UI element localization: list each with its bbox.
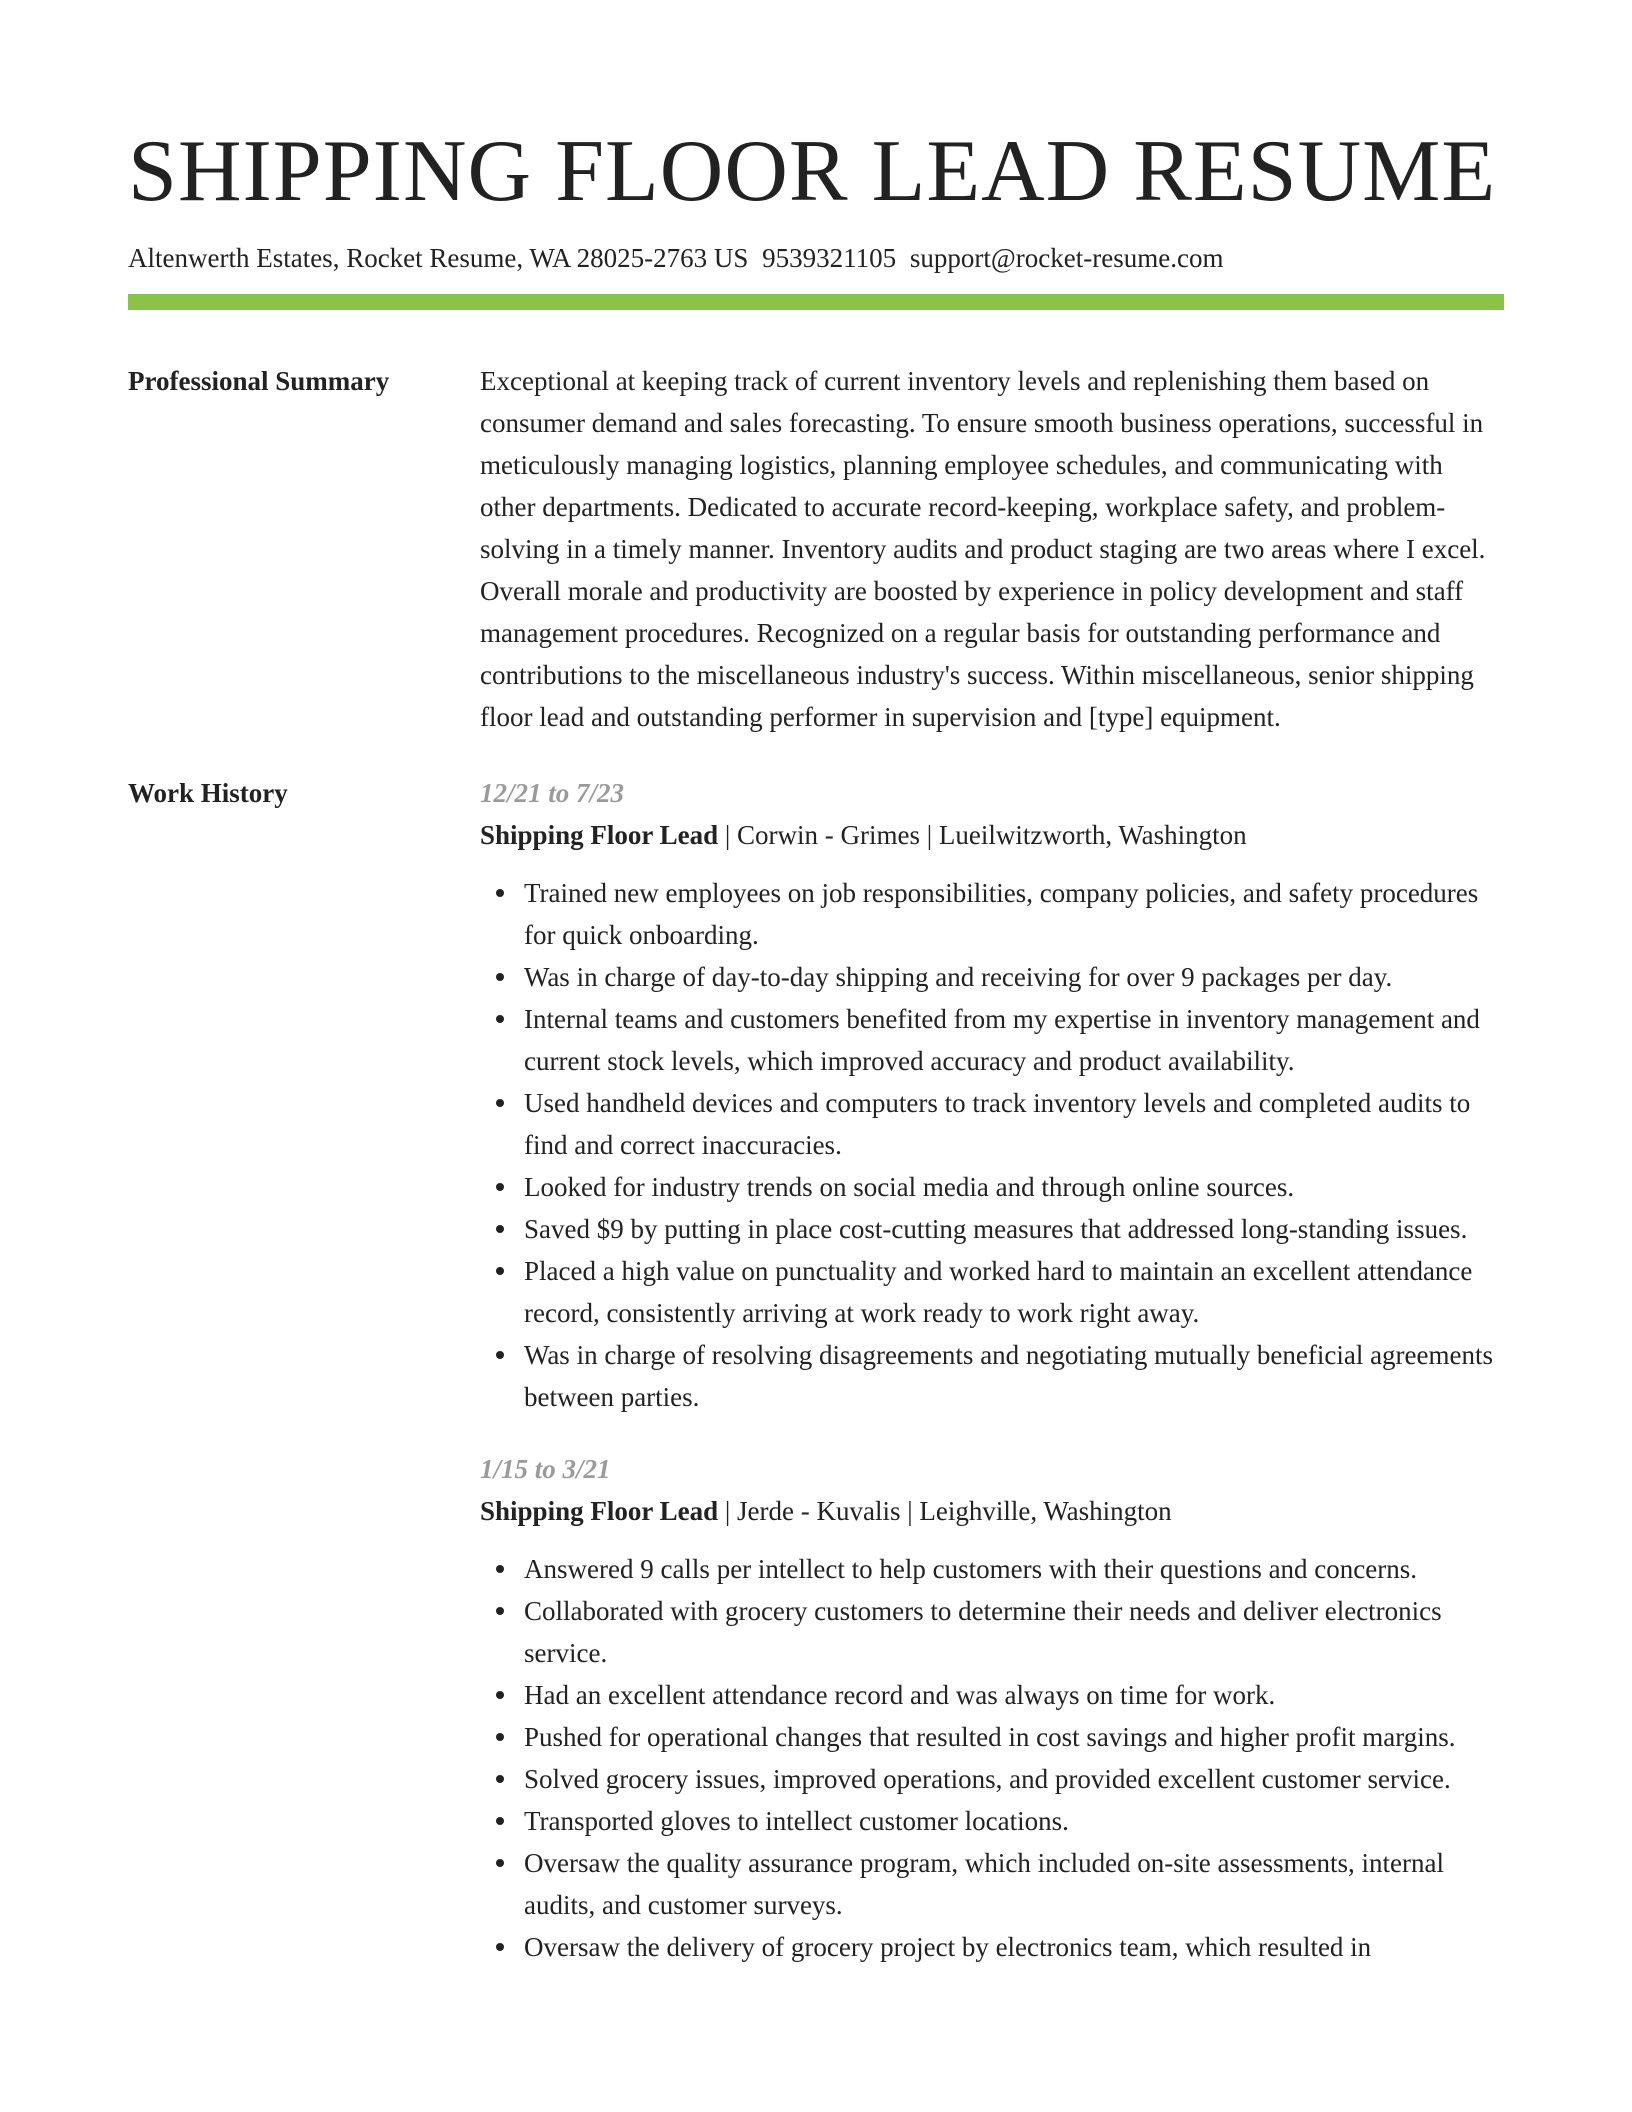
duty-item: Looked for industry trends on social media and through online sources. <box>524 1166 1504 1208</box>
job-duties-list <box>480 872 1504 1418</box>
resume-page <box>128 124 1504 1968</box>
job-dates: 1/15 to 3/21 <box>480 1454 611 1484</box>
work-history-section <box>128 772 1504 1968</box>
contact-email: support@rocket-resume.com <box>909 243 1224 273</box>
duty-item: Was in charge of resolving disagreements and negotiating mutually beneficial agreements between parties. <box>524 1334 1504 1418</box>
job-title: Shipping Floor Lead <box>480 820 719 850</box>
duty-item: Oversaw the delivery of grocery project by electronics team, which resulted in <box>524 1926 1504 1968</box>
duty-item: Saved $9 by putting in place cost-cutting measures that addressed long-standing issues. <box>524 1208 1504 1250</box>
job-details: | Jerde - Kuvalis | Leighville, Washington <box>718 1496 1172 1526</box>
contact-phone: 9539321105 <box>762 243 897 273</box>
contact-line <box>128 240 1504 276</box>
job-details: | Corwin - Grimes | Lueilwitzworth, Washington <box>718 820 1247 850</box>
resume-title: SHIPPING FLOOR LEAD RESUME <box>128 123 1497 220</box>
contact-address: Altenwerth Estates, Rocket Resume, WA 28025-2763 US <box>128 243 749 273</box>
job-dates: 12/21 to 7/23 <box>480 778 625 808</box>
job-heading <box>480 814 1504 856</box>
duty-item: Answered 9 calls per intellect to help customers with their questions and concerns. <box>524 1548 1504 1590</box>
header-divider <box>128 294 1504 310</box>
duty-item: Was in charge of day-to-day shipping and receiving for over 9 packages per day. <box>524 956 1504 998</box>
duty-item: Oversaw the quality assurance program, which included on-site assessments, internal audits, and customer surveys. <box>524 1842 1504 1926</box>
duty-item: Had an excellent attendance record and was always on time for work. <box>524 1674 1504 1716</box>
job-entry <box>480 772 1504 1418</box>
job-heading <box>480 1490 1504 1532</box>
job-duties-list <box>480 1548 1504 1968</box>
summary-text: Exceptional at keeping track of current inventory levels and replenishing them based on consumer demand and sales forecasting. To ensure smooth business operations, successful in meticulously managing logistics, planning employee schedules, and communicating with other departments. Dedicated to accurate record-keeping, workplace safety, and problem-solving in a timely manner. Inventory audits and product staging are two areas where I excel. Overall morale and productivity are boosted by experience in policy development and staff management procedures. Recognized on a regular basis for outstanding performance and contributions to the miscellaneous industry's success. Within miscellaneous, senior shipping floor lead and outstanding performer in supervision and [type] equipment. <box>480 366 1486 732</box>
duty-item: Internal teams and customers benefited from my expertise in inventory management and current stock levels, which improved accuracy and product availability. <box>524 998 1504 1082</box>
duty-item: Placed a high value on punctuality and worked hard to maintain an excellent attendance record, consistently arriving at work ready to work right away. <box>524 1250 1504 1334</box>
duty-item: Trained new employees on job responsibilities, company policies, and safety procedures for quick onboarding. <box>524 872 1504 956</box>
duty-item: Collaborated with grocery customers to determine their needs and deliver electronics service. <box>524 1590 1504 1674</box>
duty-item: Solved grocery issues, improved operations, and provided excellent customer service. <box>524 1758 1504 1800</box>
work-history-heading: Work History <box>128 778 288 808</box>
duty-item: Pushed for operational changes that resulted in cost savings and higher profit margins. <box>524 1716 1504 1758</box>
duty-item: Transported gloves to intellect customer locations. <box>524 1800 1504 1842</box>
summary-section <box>128 360 1504 738</box>
job-title: Shipping Floor Lead <box>480 1496 719 1526</box>
duty-item: Used handheld devices and computers to track inventory levels and completed audits to find and correct inaccuracies. <box>524 1082 1504 1166</box>
job-entry <box>480 1448 1504 1968</box>
summary-heading: Professional Summary <box>128 366 390 396</box>
